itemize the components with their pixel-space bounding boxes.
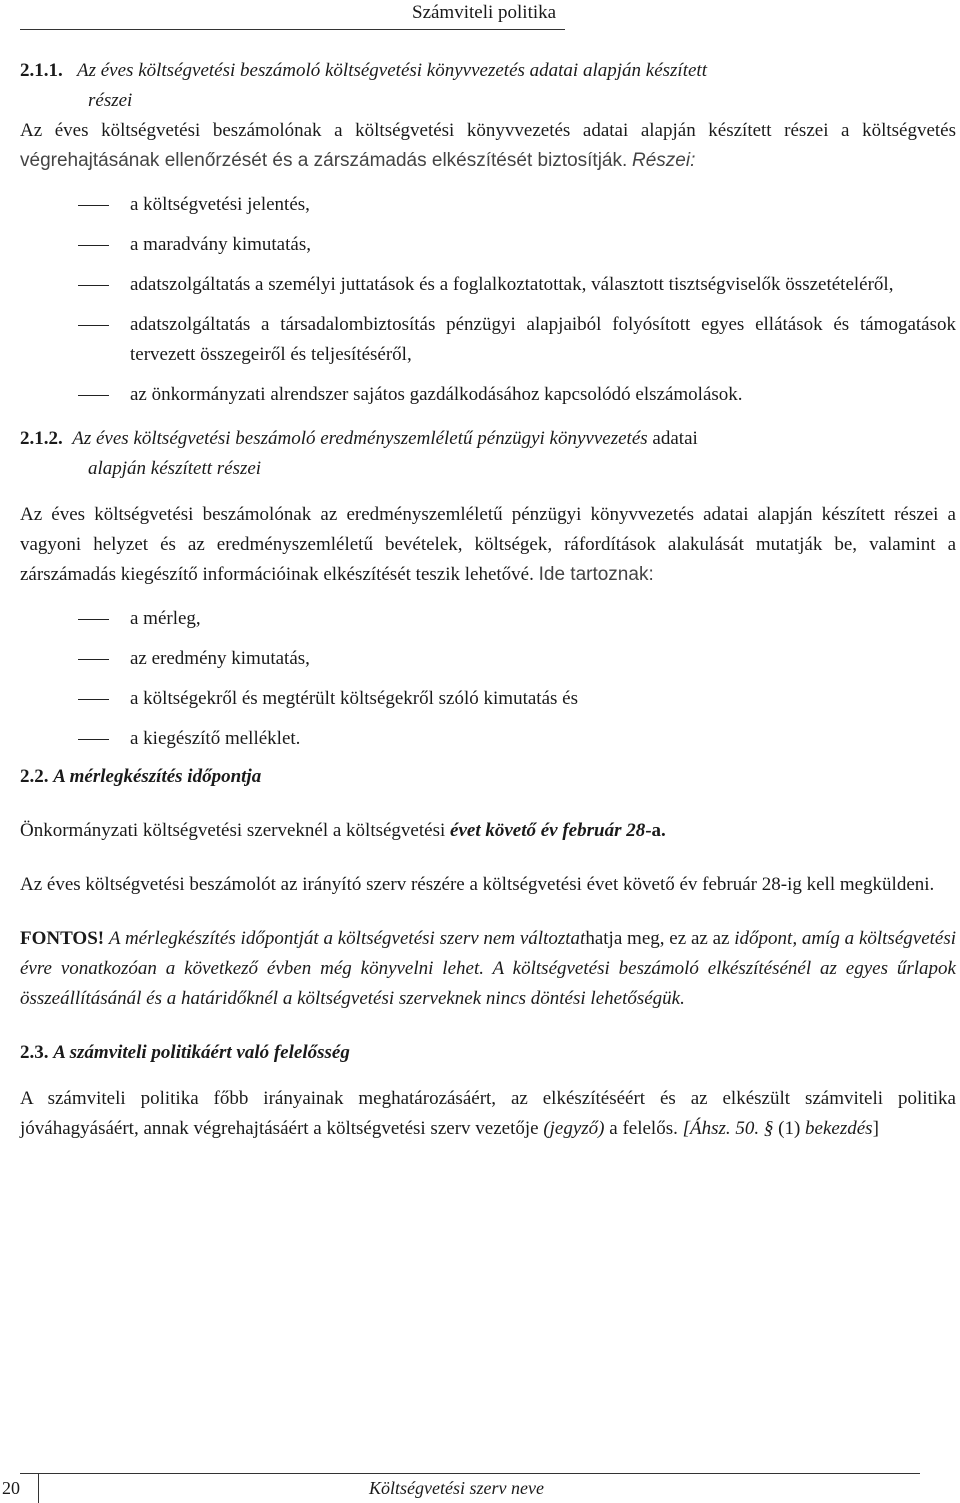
section-number: 2.1.1. — [20, 60, 63, 81]
page-content — [20, 56, 956, 1144]
section-title: Az éves költségvetési beszámoló költségvetési könyvvezetés adatai alapján készített — [77, 60, 707, 81]
list-item: a költségvetési jelentés, — [20, 190, 956, 220]
parts-label: Részei: — [632, 150, 696, 171]
section-title-cont: alapján készített részei — [88, 458, 262, 479]
section-number: 2.1.2. — [20, 428, 63, 449]
list-item: az eredmény kimutatás, — [20, 644, 956, 674]
section-title: A mérlegkészítés időpontja — [53, 766, 262, 787]
section-number: 2.3. — [20, 1042, 49, 1063]
paragraph-important: FONTOS! A mérlegkészítés időpontját a költségvetési szerv nem változtathatja meg, ez az az időpont, amíg a költségvetési évre vonatkozóan a következő évben még könyvelni lehet. A költségvetési beszámoló elkészítésénél az egyes űrlapok összeállításánál és a határidőknél a költségvetési szerveknek nincs döntési lehetőségük. — [20, 928, 957, 1009]
parts-list — [20, 190, 956, 410]
paragraph: A számviteli politika főbb irányainak meghatározásáért, az elkészítéséért és az elkészült számviteli politika jóváhagyásáért, annak végrehajtásáért a költségvetési szerv vezetője (jegyző) a felelős. [Áhsz. 50. § (1) bekezdés] — [20, 1088, 956, 1139]
parts-list — [20, 604, 956, 754]
section-heading-2-2 — [20, 762, 956, 792]
footer-text: Költségvetési szerv neve — [369, 1478, 544, 1498]
list-item: adatszolgáltatás a személyi juttatások és a foglalkoztatottak, választott tisztségviselők összetételéről, — [20, 270, 956, 300]
section-heading-2-1-1 — [20, 56, 956, 116]
footer-divider — [38, 1473, 39, 1503]
running-header: Számviteli politika — [412, 2, 557, 23]
section-heading-2-3 — [20, 1038, 956, 1068]
list-item: a költségekről és megtérült költségekről szóló kimutatás és — [20, 684, 956, 714]
list-item: a maradvány kimutatás, — [20, 230, 956, 260]
section-title-cont: részei — [88, 90, 133, 111]
list-item: az önkormányzati alrendszer sajátos gazdálkodásához kapcsolódó elszámolások. — [20, 380, 956, 410]
section-heading-2-1-2: 2.1.2. Az éves költségvetési beszámoló eredményszemléletű pénzügyi könyvvezetés adatai alapján készített részei — [20, 428, 698, 479]
section-title: Az éves költségvetési beszámoló eredményszemléletű pénzügyi könyvvezetés — [72, 428, 648, 449]
paragraph: Az éves költségvetési beszámolót az irányító szerv részére a költségvetési évet követő év február 28-ig kell megküldeni. — [20, 874, 935, 895]
list-item: adatszolgáltatás a társadalombiztosítás pénzügyi alapjaiból folyósított egyes ellátások és támogatások tervezett összegeiről és teljesítéséről, — [20, 310, 956, 370]
section-title: A számviteli politikáért való felelősség — [53, 1042, 350, 1063]
important-label: FONTOS! — [20, 928, 105, 949]
list-item: a kiegészítő melléklet. — [20, 724, 956, 754]
header-rule — [20, 29, 565, 30]
paragraph: Az éves költségvetési beszámolónak a költségvetési könyvvezetés adatai alapján készített részei a költségvetés végrehajtásának ellenőrzését és a zárszámadás elkészítését biztosítják. Részei: — [20, 120, 956, 171]
paragraph: Önkormányzati költségvetési szerveknél a költségvetési évet követő év február 28-a. — [20, 820, 666, 841]
page-number: 20 — [2, 1478, 20, 1498]
paragraph: Az éves költségvetési beszámolónak az eredményszemléletű pénzügyi könyvvezetés adatai alapján készített részei a vagyoni helyzet és az eredményszemléletű bevételek, költségek, ráfordítások alakulását mutatják be, valamint a zárszámadás kiegészítő információinak elkészítését teszik lehetővé. Ide tartoznak: — [20, 504, 956, 585]
footer-rule — [20, 1473, 920, 1474]
section-number: 2.2. — [20, 766, 49, 787]
list-item: a mérleg, — [20, 604, 956, 634]
